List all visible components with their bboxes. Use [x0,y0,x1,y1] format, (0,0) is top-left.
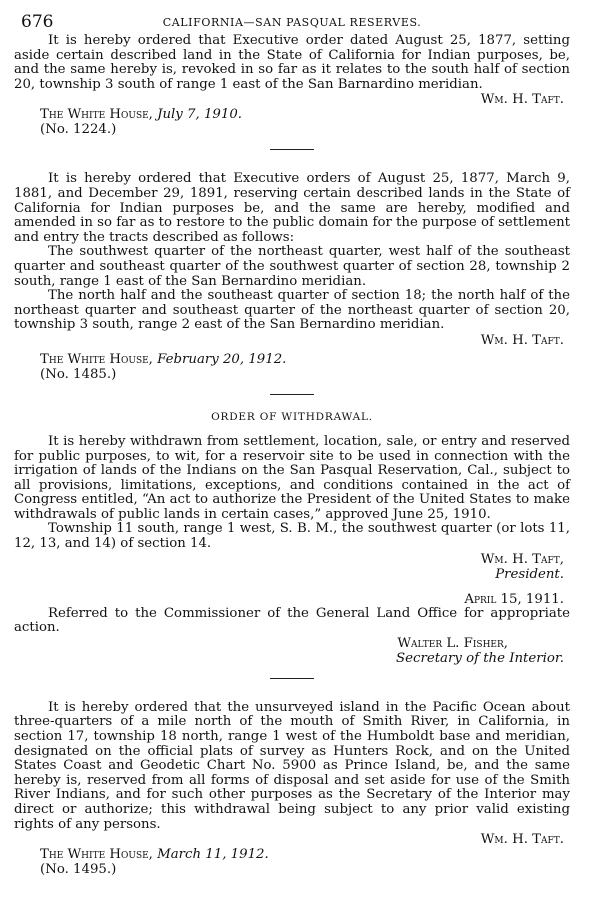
order-1-dateline-place: The White House, [40,107,153,123]
order-3-heading: ORDER OF WITHDRAWAL. [211,410,373,423]
order-3-date: April 15, 1911. [464,591,564,607]
order-2-dateline-place: The White House, [40,351,153,367]
order-2-tract-2: The north half and the southeast quarter of section 18; the north half of the northeast quarter and southeast quarter of the northeast quarter of section 20, township 3 south, range 2 east of the San Bernardino meridian. [14,288,570,333]
order-2-intro: It is hereby ordered that Executive orders of August 25, 1877, March 9, 1881, and December 29, 1891, reserving certain described lands in the State of California for Indian purposes be, and the same are hereby, modified and amended in so far as to restore to the public domain for the purpose of settlement and entry the tracts described as follows: [14,171,570,245]
order-4-dateline-date: March 11, 1912. [157,847,269,863]
order-2-dateline [40,352,570,367]
order-2-dateline-date: February 20, 1912. [157,351,287,367]
section-divider [270,149,314,150]
order-4-signature: Wm. H. Taft. [480,832,564,848]
order-1-dateline-date: July 7, 1910. [157,107,243,123]
order-4-number: (No. 1495.) [40,862,117,878]
order-1-dateline [40,107,570,122]
order-1-number: (No. 1224.) [40,122,117,138]
order-2-tract-1: The southwest quarter of the northeast quarter, west half of the southeast quarter and southeast quarter of the southwest quarter of section 28, township 2 south, range 1 east of the San Bernardino meridian. [14,244,570,289]
order-1 [14,34,570,137]
order-3-secretary-title: Secretary of the Interior. [396,650,564,666]
section-divider [270,678,314,679]
order-3-text: It is hereby withdrawn from settlement, location, sale, or entry and reserved for public purposes, to wit, for a reservoir site to be used in connection with the irrigation of lands of the Indians on the San Pasqual Reservation, Cal., subject to all provisions, limitations, exceptions, and conditions contained in the act of Congress entitled, “An act to authorize the President of the United States to make withdrawals of public lands in certain cases,” approved June 25, 1910. [14,433,570,522]
order-3-referral: Referred to the Commissioner of the General Land Office for appropriate action. [14,605,570,636]
order-3-secretary-name: Walter L. Fisher, [397,635,508,651]
page-header [14,0,570,34]
order-4-dateline [40,847,570,862]
page-number: 676 [21,12,54,32]
order-3-tract: Township 11 south, range 1 west, S. B. M., the southwest quarter (or lots 11, 12, 13, and 14) of section 14. [14,521,570,552]
order-4 [14,701,570,877]
section-divider [270,394,314,395]
order-2-signature: Wm. H. Taft. [480,332,564,348]
order-1-signature: Wm. H. Taft. [480,92,564,108]
order-4-text: It is hereby ordered that the unsurveyed island in the Pacific Ocean about three-quarters of a mile north of the mouth of Smith River, in California, in section 17, township 18 north, range 1 west of the Humboldt base and meridian, designated on the official plats of survey as Hunters Rock, and on the United States Coast and Geodetic Chart No. 5900 as Prince Island, be, and the same hereby is, reserved from all forms of disposal and set aside for use of the Smith River Indians, and for such other purposes as the Secretary of the Interior may direct or authorize; this withdrawal being subject to any prior valid existing rights of any persons. [14,699,570,832]
order-3 [14,411,570,666]
order-3-signature-title: President. [495,566,564,582]
order-2-number: (No. 1485.) [40,366,117,382]
order-4-dateline-place: The White House, [40,847,153,863]
running-head: CALIFORNIA—SAN PASQUAL RESERVES. [162,16,422,29]
order-1-text: It is hereby ordered that Executive order dated August 25, 1877, setting aside certain described land in the State of California for Indian purposes, be, and the same hereby is, revoked in so far as it relates to the south half of section 20, township 3 south of range 1 east of the San Barnardino meridian. [14,33,570,92]
order-3-signature: Wm. H. Taft, [480,551,564,567]
order-2 [14,172,570,382]
